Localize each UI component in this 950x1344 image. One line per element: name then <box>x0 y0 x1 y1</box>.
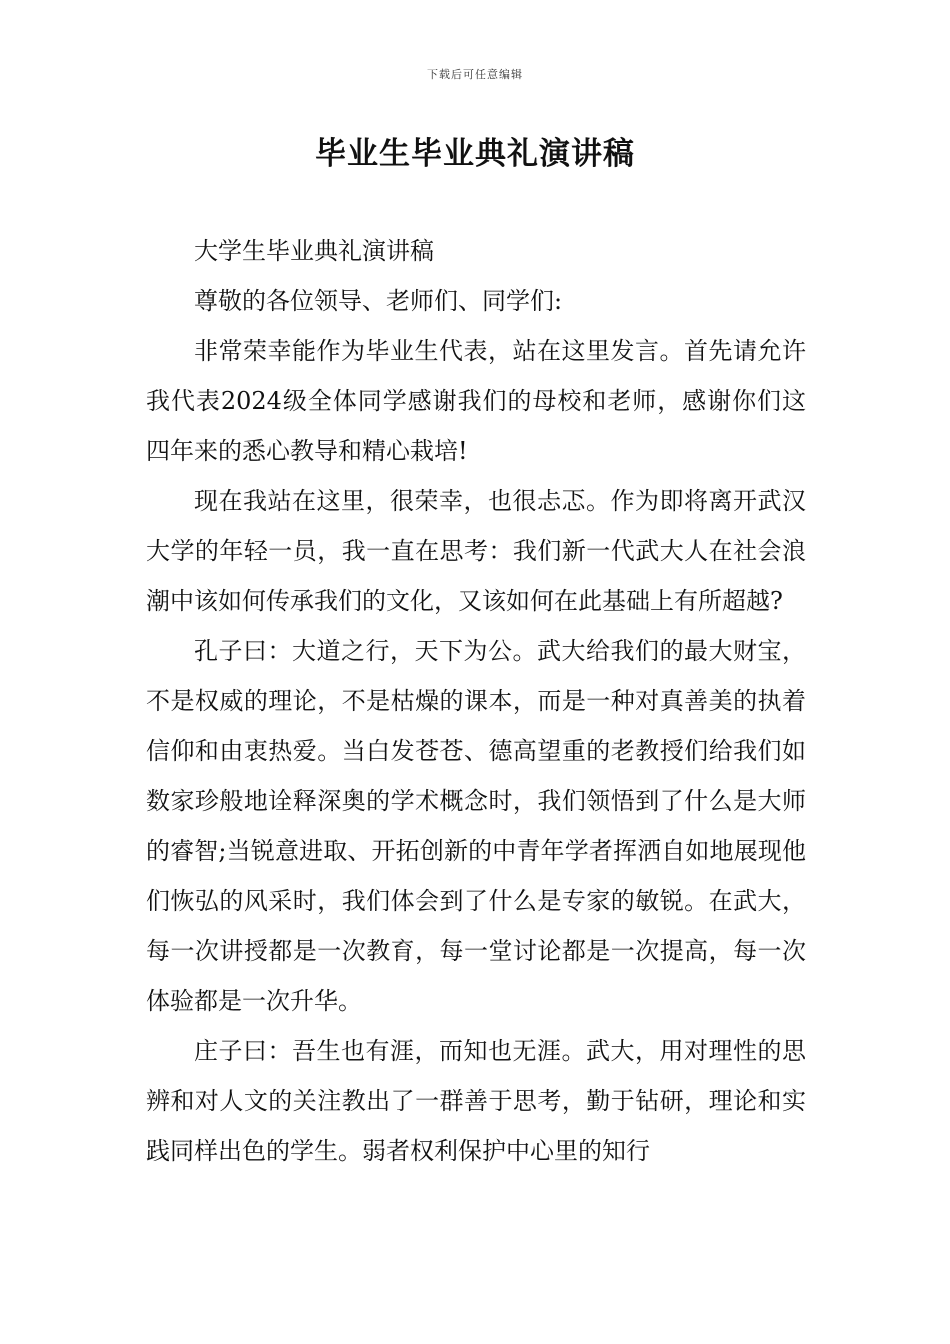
paragraph: 非常荣幸能作为毕业生代表，站在这里发言。首先请允许我代表2024级全体同学感谢我们的母校和老师，感谢你们这四年来的悉心教导和精心栽培! <box>146 337 806 465</box>
paragraph: 庄子曰：吾生也有涯，而知也无涯。武大，用对理性的思辨和对人文的关注教出了一群善于思考，勤于钻研，理论和实践同样出色的学生。弱者权利保护中心里的知行 <box>146 1037 806 1165</box>
header-note: 下载后可任意编辑 <box>427 68 523 81</box>
document-body <box>146 226 806 1176</box>
paragraph-salutation: 尊敬的各位领导、老师们、同学们: <box>194 287 563 315</box>
paragraph-subtitle: 大学生毕业典礼演讲稿 <box>194 237 434 265</box>
paragraph: 现在我站在这里，很荣幸，也很忐忑。作为即将离开武汉大学的年轻一员，我一直在思考：我们新一代武大人在社会浪潮中该如何传承我们的文化，又该如何在此基础上有所超越? <box>146 487 806 615</box>
document-title: 毕业生毕业典礼演讲稿 <box>315 136 635 172</box>
paragraph: 孔子曰：大道之行，天下为公。武大给我们的最大财宝，不是权威的理论，不是枯燥的课本，而是一种对真善美的执着信仰和由衷热爱。当白发苍苍、德高望重的老教授们给我们如数家珍般地诠释深奥的学术概念时，我们领悟到了什么是大师的睿智;当锐意进取、开拓创新的中青年学者挥洒自如地展现他们恢弘的风采时，我们体会到了什么是专家的敏锐。在武大，每一次讲授都是一次教育，每一堂讨论都是一次提高，每一次体验都是一次升华。 <box>146 637 806 1015</box>
